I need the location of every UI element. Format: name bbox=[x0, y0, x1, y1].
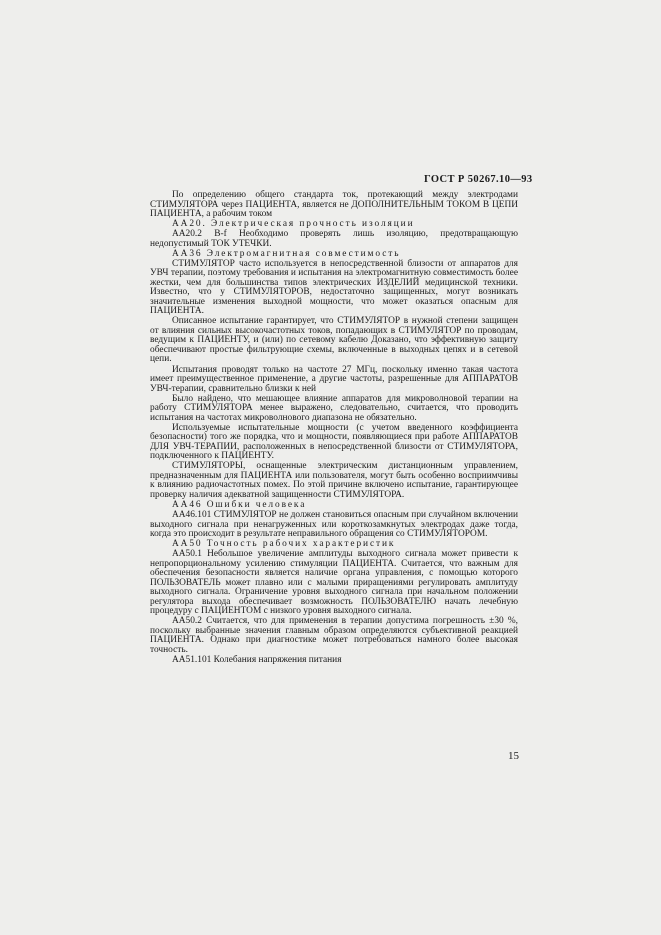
paragraph-remote-control: СТИМУЛЯТОРЫ, оснащенные электрическим дистанционным управлением, предназначенным для ПАЦИЕНТА или пользователя, могут быть особенно восприимчивы к влиянию радиочастотных помех. По этой причине включено испытание, гарантирующее проверку наличия адекватной защищенности СТИМУЛЯТОРА. bbox=[150, 461, 518, 500]
paragraph-test-power: Используемые испытательные мощности (с учетом введенного коэффициента безопасности) того же порядка, что и мощности, появляющиеся при работе АППАРАТОВ ДЛЯ УВЧ-ТЕРАПИИ, расположенных в непосредственной близости от СТИМУЛЯТОРА, подключенного к ПАЦИЕНТУ. bbox=[150, 422, 518, 462]
paragraph-aa50-1: АА50.1 Небольшое увеличение амплитуды выходного сигнала может привести к непропорциональному усилению стимуляции ПАЦИЕНТА. Считается, что важным для обеспечения безопасности является наличие органа управления, с помощью которого ПОЛЬЗОВАТЕЛЬ может плавно или с малыми приращениями регулировать амплитуду выходного сигнала. Ограничение уровня выходного сигнала при начальном положении регулятора выхода обеспечивает возможность ПОЛЬЗОВАТЕЛЮ начать лечебную процедуру с ПАЦИЕНТОМ с низкого уровня выходного сигнала. bbox=[150, 549, 518, 617]
paragraph-aa50-2: АА50.2 Считается, что для применения в терапии допустима погрешность ±30 %, поскольку выбранные значения главным образом определяются субъективной реакцией ПАЦИЕНТА. Однако при диагностике может потребоваться намного более высокая точность. bbox=[150, 616, 518, 655]
paragraph-microwave: Было найдено, что мешающее влияние аппаратов для микроволновой терапии на работу СТИМУЛЯТОРА менее выражено, следовательно, считается, что проводить испытания на частотах микроволнового диапазона не обязательно. bbox=[150, 393, 518, 423]
paragraph-emc-test: Описанное испытание гарантирует, что СТИМУЛЯТОР в нужной степени защищен от влияния сильных высокочастотных токов, попадающих в СТИМУЛЯТОР по проводам, ведущим к ПАЦИЕНТУ, и (или) по сетевому кабелю Доказано, что эффективную защиту обеспечивают простые фильтрующие схемы, включенные в выходных цепях и в сетевой цепи. bbox=[150, 316, 518, 365]
section-heading-aa36: АА36 Электромагнитная совместимость bbox=[172, 248, 401, 259]
section-heading-aa46: АА46 Ошибки человека bbox=[172, 499, 307, 510]
standard-designation: ГОСТ Р 50267.10—93 bbox=[424, 174, 533, 185]
paragraph-aa20-2: АА20.2 В-f Необходимо проверять лишь изоляцию, предотвращающую недопустимый ТОК УТЕЧКИ. bbox=[150, 229, 518, 249]
paragraph-aa46-101: АА46.101 СТИМУЛЯТОР не должен становиться опасным при случайном включении выходного сигнала при ненагруженных или короткозамкнутых электродах даже тогда, когда это происходит в результате неправильного обращения со СТИМУЛЯТОРОМ. bbox=[150, 510, 518, 540]
section-heading-aa51-101: АА51.101 Колебания напряжения питания bbox=[172, 654, 342, 665]
document-body bbox=[150, 191, 518, 666]
page-number: 15 bbox=[508, 750, 519, 762]
section-heading-aa20: АА20. Электрическая прочность изоляции bbox=[172, 219, 415, 230]
paragraph-stimulator-current: По определению общего стандарта ток, протекающий между электродами СТИМУЛЯТОРА через ПАЦИЕНТА, является не ДОПОЛНИТЕЛЬНЫМ ТОКОМ В ЦЕПИ ПАЦИЕНТА, а рабочим током bbox=[150, 190, 518, 219]
paragraph-emc-intro: СТИМУЛЯТОР часто используется в непосредственной близости от аппаратов для УВЧ терапии, поэтому требования и испытания на электромагнитную совместимость более жестки, чем для большинства типов электрических ИЗДЕЛИЙ медицинской техники. Известно, что у СТИМУЛЯТОРОВ, недостаточно защищенных, могут возникать значительные изменения выходной мощности, что может оказаться опасным для ПАЦИЕНТА. bbox=[150, 258, 518, 317]
paragraph-27mhz: Испытания проводят только на частоте 27 МГц, поскольку именно такая частота имеет преимущественное применение, а другие частоты, разрешенные для АППАРАТОВ УВЧ-терапии, сравнительно близки к ней bbox=[150, 364, 518, 394]
section-heading-aa50: АА50 Точность рабочих характеристик bbox=[172, 539, 396, 550]
